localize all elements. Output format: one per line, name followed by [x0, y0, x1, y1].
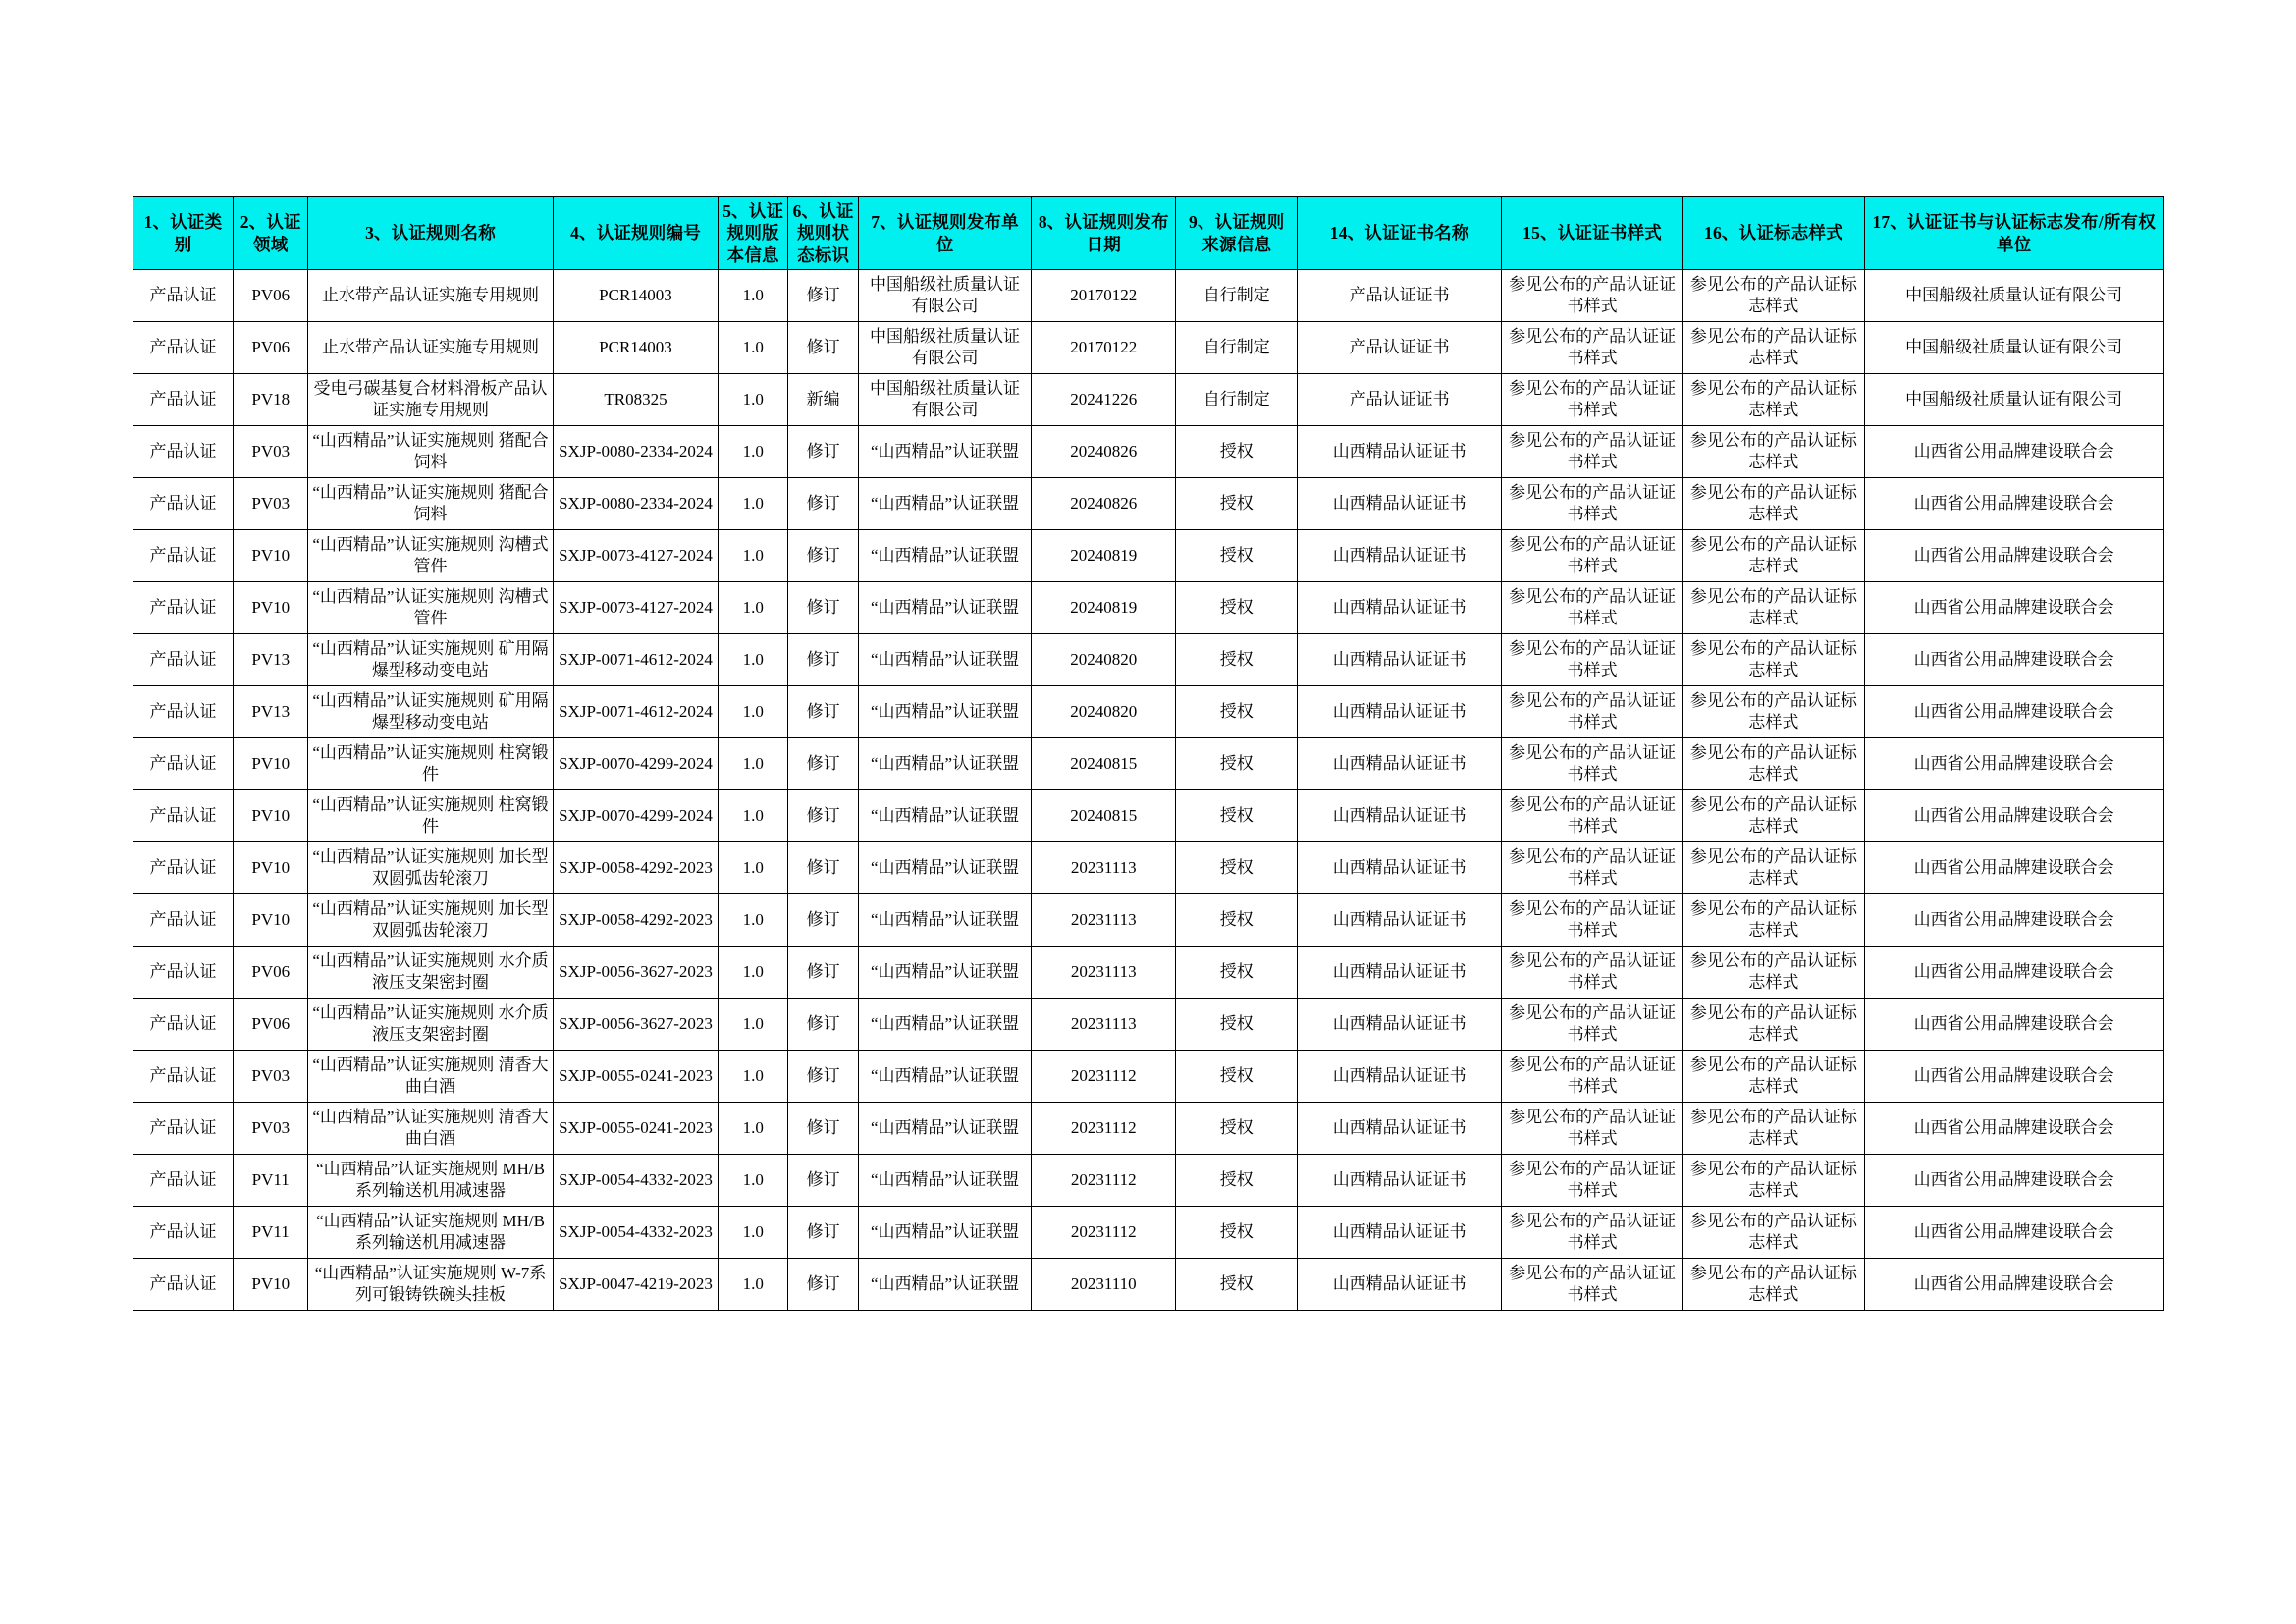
cell-cert-style: 参见公布的产品认证证书样式: [1502, 634, 1683, 686]
table-header-row: [133, 197, 2163, 270]
cell-field: PV10: [234, 842, 308, 894]
cell-version: 1.0: [719, 790, 788, 842]
cell-version: 1.0: [719, 738, 788, 790]
cell-owner: 山西省公用品牌建设联合会: [1864, 686, 2163, 738]
cell-cert-name: 产品认证证书: [1298, 374, 1502, 426]
cell-category: 产品认证: [133, 530, 234, 582]
cell-category: 产品认证: [133, 1207, 234, 1259]
table-body: [133, 270, 2163, 1311]
column-header-version: 5、认证规则版本信息: [719, 197, 788, 270]
cell-status: 修订: [788, 1259, 858, 1311]
cell-mark-style: 参见公布的产品认证标志样式: [1683, 1259, 1865, 1311]
cell-version: 1.0: [719, 947, 788, 999]
table-row: [133, 842, 2163, 894]
cell-mark-style: 参见公布的产品认证标志样式: [1683, 999, 1865, 1051]
cell-issuer: 中国船级社质量认证有限公司: [858, 374, 1031, 426]
cell-cert-style: 参见公布的产品认证证书样式: [1502, 374, 1683, 426]
cell-field: PV10: [234, 790, 308, 842]
table-row: [133, 1051, 2163, 1103]
table-row: [133, 894, 2163, 947]
column-header-rule-name: 3、认证规则名称: [308, 197, 554, 270]
cell-field: PV10: [234, 894, 308, 947]
cell-field: PV10: [234, 1259, 308, 1311]
cell-issue-date: 20231113: [1032, 894, 1176, 947]
cell-mark-style: 参见公布的产品认证标志样式: [1683, 270, 1865, 322]
cell-mark-style: 参见公布的产品认证标志样式: [1683, 1207, 1865, 1259]
cell-rule-name: “山西精品”认证实施规则 水介质液压支架密封圈: [308, 947, 554, 999]
cell-rule-no: SXJP-0080-2334-2024: [553, 478, 718, 530]
cell-status: 修订: [788, 478, 858, 530]
cell-rule-no: SXJP-0070-4299-2024: [553, 738, 718, 790]
cell-mark-style: 参见公布的产品认证标志样式: [1683, 634, 1865, 686]
column-header-source: 9、认证规则来源信息: [1176, 197, 1298, 270]
cell-mark-style: 参见公布的产品认证标志样式: [1683, 894, 1865, 947]
cell-rule-name: 受电弓碳基复合材料滑板产品认证实施专用规则: [308, 374, 554, 426]
cell-issuer: “山西精品”认证联盟: [858, 1259, 1031, 1311]
cell-version: 1.0: [719, 374, 788, 426]
cell-rule-name: “山西精品”认证实施规则 沟槽式管件: [308, 582, 554, 634]
cell-field: PV13: [234, 686, 308, 738]
cell-owner: 山西省公用品牌建设联合会: [1864, 582, 2163, 634]
cell-issue-date: 20240826: [1032, 426, 1176, 478]
cell-mark-style: 参见公布的产品认证标志样式: [1683, 530, 1865, 582]
cell-mark-style: 参见公布的产品认证标志样式: [1683, 790, 1865, 842]
cell-cert-style: 参见公布的产品认证证书样式: [1502, 270, 1683, 322]
cell-version: 1.0: [719, 582, 788, 634]
cell-version: 1.0: [719, 1051, 788, 1103]
cell-cert-name: 山西精品认证证书: [1298, 1103, 1502, 1155]
cell-rule-name: “山西精品”认证实施规则 矿用隔爆型移动变电站: [308, 686, 554, 738]
column-header-mark-style: 16、认证标志样式: [1683, 197, 1865, 270]
cell-issue-date: 20240820: [1032, 634, 1176, 686]
cell-issue-date: 20240815: [1032, 738, 1176, 790]
cell-issue-date: 20240826: [1032, 478, 1176, 530]
cell-source: 授权: [1176, 1051, 1298, 1103]
cell-version: 1.0: [719, 478, 788, 530]
cell-cert-name: 山西精品认证证书: [1298, 686, 1502, 738]
cell-owner: 山西省公用品牌建设联合会: [1864, 738, 2163, 790]
cell-cert-style: 参见公布的产品认证证书样式: [1502, 686, 1683, 738]
cell-rule-name: “山西精品”认证实施规则 清香大曲白酒: [308, 1051, 554, 1103]
cell-rule-no: SXJP-0071-4612-2024: [553, 686, 718, 738]
cell-mark-style: 参见公布的产品认证标志样式: [1683, 947, 1865, 999]
cell-source: 授权: [1176, 530, 1298, 582]
cell-issuer: “山西精品”认证联盟: [858, 894, 1031, 947]
cell-issuer: “山西精品”认证联盟: [858, 478, 1031, 530]
column-header-category: 1、认证类别: [133, 197, 234, 270]
cell-rule-name: “山西精品”认证实施规则 W-7系列可锻铸铁碗头挂板: [308, 1259, 554, 1311]
cell-mark-style: 参见公布的产品认证标志样式: [1683, 322, 1865, 374]
cell-rule-name: 止水带产品认证实施专用规则: [308, 270, 554, 322]
cell-owner: 山西省公用品牌建设联合会: [1864, 478, 2163, 530]
cell-rule-name: “山西精品”认证实施规则 清香大曲白酒: [308, 1103, 554, 1155]
column-header-status: 6、认证规则状态标识: [788, 197, 858, 270]
cell-status: 修订: [788, 1155, 858, 1207]
cell-source: 授权: [1176, 426, 1298, 478]
cell-field: PV11: [234, 1207, 308, 1259]
cell-issuer: “山西精品”认证联盟: [858, 1155, 1031, 1207]
cell-rule-name: “山西精品”认证实施规则 猪配合饲料: [308, 478, 554, 530]
table-row: [133, 1259, 2163, 1311]
table-row: [133, 1103, 2163, 1155]
cell-owner: 山西省公用品牌建设联合会: [1864, 790, 2163, 842]
cell-rule-no: SXJP-0058-4292-2023: [553, 894, 718, 947]
cell-issuer: “山西精品”认证联盟: [858, 426, 1031, 478]
cell-source: 授权: [1176, 842, 1298, 894]
table-header: [133, 197, 2163, 270]
cell-status: 修订: [788, 894, 858, 947]
cell-version: 1.0: [719, 1259, 788, 1311]
cell-status: 新编: [788, 374, 858, 426]
cell-source: 授权: [1176, 686, 1298, 738]
cell-category: 产品认证: [133, 1051, 234, 1103]
cell-mark-style: 参见公布的产品认证标志样式: [1683, 842, 1865, 894]
cell-issue-date: 20231112: [1032, 1051, 1176, 1103]
cell-category: 产品认证: [133, 999, 234, 1051]
cell-status: 修订: [788, 842, 858, 894]
cell-issuer: “山西精品”认证联盟: [858, 999, 1031, 1051]
cell-status: 修订: [788, 530, 858, 582]
table-row: [133, 582, 2163, 634]
cell-field: PV13: [234, 634, 308, 686]
cell-source: 自行制定: [1176, 322, 1298, 374]
cell-issuer: “山西精品”认证联盟: [858, 738, 1031, 790]
cell-issue-date: 20231112: [1032, 1103, 1176, 1155]
cell-rule-no: SXJP-0047-4219-2023: [553, 1259, 718, 1311]
cell-field: PV03: [234, 1103, 308, 1155]
cell-rule-name: 止水带产品认证实施专用规则: [308, 322, 554, 374]
cell-cert-name: 山西精品认证证书: [1298, 1207, 1502, 1259]
cell-cert-name: 山西精品认证证书: [1298, 1155, 1502, 1207]
cell-issue-date: 20240819: [1032, 582, 1176, 634]
cell-category: 产品认证: [133, 426, 234, 478]
cell-status: 修订: [788, 790, 858, 842]
table-row: [133, 790, 2163, 842]
cell-version: 1.0: [719, 999, 788, 1051]
cell-cert-style: 参见公布的产品认证证书样式: [1502, 426, 1683, 478]
cell-rule-no: SXJP-0073-4127-2024: [553, 582, 718, 634]
cell-status: 修订: [788, 582, 858, 634]
cell-issuer: “山西精品”认证联盟: [858, 582, 1031, 634]
table-row: [133, 478, 2163, 530]
table-row: [133, 270, 2163, 322]
cell-issuer: “山西精品”认证联盟: [858, 634, 1031, 686]
table-row: [133, 999, 2163, 1051]
cell-cert-name: 山西精品认证证书: [1298, 999, 1502, 1051]
cell-cert-style: 参见公布的产品认证证书样式: [1502, 1051, 1683, 1103]
cell-category: 产品认证: [133, 582, 234, 634]
cell-issue-date: 20231113: [1032, 947, 1176, 999]
table-row: [133, 322, 2163, 374]
cell-owner: 中国船级社质量认证有限公司: [1864, 374, 2163, 426]
cell-version: 1.0: [719, 270, 788, 322]
cell-mark-style: 参见公布的产品认证标志样式: [1683, 426, 1865, 478]
cell-category: 产品认证: [133, 634, 234, 686]
cell-rule-name: “山西精品”认证实施规则 加长型双圆弧齿轮滚刀: [308, 894, 554, 947]
cell-source: 自行制定: [1176, 374, 1298, 426]
cell-issue-date: 20231113: [1032, 999, 1176, 1051]
table-row: [133, 634, 2163, 686]
cell-mark-style: 参见公布的产品认证标志样式: [1683, 374, 1865, 426]
cell-category: 产品认证: [133, 1259, 234, 1311]
cell-rule-name: “山西精品”认证实施规则 猪配合饲料: [308, 426, 554, 478]
cell-rule-no: SXJP-0056-3627-2023: [553, 947, 718, 999]
cell-field: PV03: [234, 478, 308, 530]
table-row: [133, 426, 2163, 478]
column-header-cert-name: 14、认证证书名称: [1298, 197, 1502, 270]
cell-cert-style: 参见公布的产品认证证书样式: [1502, 478, 1683, 530]
cell-rule-name: “山西精品”认证实施规则 MH/B系列输送机用减速器: [308, 1155, 554, 1207]
table-row: [133, 1207, 2163, 1259]
table-row: [133, 374, 2163, 426]
cell-rule-no: SXJP-0071-4612-2024: [553, 634, 718, 686]
cell-source: 授权: [1176, 478, 1298, 530]
table-row: [133, 686, 2163, 738]
cell-issuer: 中国船级社质量认证有限公司: [858, 322, 1031, 374]
cell-version: 1.0: [719, 1155, 788, 1207]
cell-category: 产品认证: [133, 686, 234, 738]
cell-category: 产品认证: [133, 1155, 234, 1207]
cell-source: 授权: [1176, 634, 1298, 686]
cell-cert-name: 山西精品认证证书: [1298, 530, 1502, 582]
cell-rule-no: TR08325: [553, 374, 718, 426]
cell-version: 1.0: [719, 634, 788, 686]
cell-cert-name: 山西精品认证证书: [1298, 894, 1502, 947]
cell-cert-style: 参见公布的产品认证证书样式: [1502, 1155, 1683, 1207]
cell-rule-name: “山西精品”认证实施规则 柱窝锻件: [308, 790, 554, 842]
table-row: [133, 1155, 2163, 1207]
cell-category: 产品认证: [133, 894, 234, 947]
cell-issuer: “山西精品”认证联盟: [858, 947, 1031, 999]
cell-status: 修订: [788, 738, 858, 790]
cell-owner: 山西省公用品牌建设联合会: [1864, 842, 2163, 894]
cell-owner: 中国船级社质量认证有限公司: [1864, 270, 2163, 322]
certification-rules-table: [133, 196, 2164, 1311]
cell-status: 修订: [788, 999, 858, 1051]
cell-owner: 中国船级社质量认证有限公司: [1864, 322, 2163, 374]
table-row: [133, 738, 2163, 790]
cell-cert-style: 参见公布的产品认证证书样式: [1502, 1103, 1683, 1155]
column-header-issuer: 7、认证规则发布单位: [858, 197, 1031, 270]
cell-rule-no: SXJP-0073-4127-2024: [553, 530, 718, 582]
cell-owner: 山西省公用品牌建设联合会: [1864, 1259, 2163, 1311]
column-header-cert-style: 15、认证证书样式: [1502, 197, 1683, 270]
cell-status: 修订: [788, 270, 858, 322]
cell-category: 产品认证: [133, 947, 234, 999]
cell-rule-no: SXJP-0055-0241-2023: [553, 1103, 718, 1155]
cell-field: PV06: [234, 999, 308, 1051]
cell-field: PV10: [234, 530, 308, 582]
cell-cert-name: 山西精品认证证书: [1298, 1259, 1502, 1311]
cell-source: 授权: [1176, 582, 1298, 634]
cell-status: 修订: [788, 634, 858, 686]
cell-owner: 山西省公用品牌建设联合会: [1864, 999, 2163, 1051]
cell-category: 产品认证: [133, 790, 234, 842]
cell-source: 授权: [1176, 1259, 1298, 1311]
cell-category: 产品认证: [133, 738, 234, 790]
certification-rules-table-wrapper: [133, 196, 2164, 1311]
cell-mark-style: 参见公布的产品认证标志样式: [1683, 478, 1865, 530]
cell-status: 修订: [788, 426, 858, 478]
cell-cert-name: 产品认证证书: [1298, 322, 1502, 374]
cell-issuer: 中国船级社质量认证有限公司: [858, 270, 1031, 322]
cell-cert-name: 山西精品认证证书: [1298, 426, 1502, 478]
cell-source: 授权: [1176, 999, 1298, 1051]
cell-rule-name: “山西精品”认证实施规则 加长型双圆弧齿轮滚刀: [308, 842, 554, 894]
cell-field: PV10: [234, 738, 308, 790]
cell-field: PV18: [234, 374, 308, 426]
cell-owner: 山西省公用品牌建设联合会: [1864, 426, 2163, 478]
cell-issue-date: 20170122: [1032, 270, 1176, 322]
cell-source: 授权: [1176, 894, 1298, 947]
cell-owner: 山西省公用品牌建设联合会: [1864, 1103, 2163, 1155]
cell-category: 产品认证: [133, 374, 234, 426]
cell-mark-style: 参见公布的产品认证标志样式: [1683, 686, 1865, 738]
column-header-rule-no: 4、认证规则编号: [553, 197, 718, 270]
cell-issuer: “山西精品”认证联盟: [858, 842, 1031, 894]
cell-field: PV06: [234, 270, 308, 322]
cell-rule-no: PCR14003: [553, 270, 718, 322]
cell-field: PV06: [234, 322, 308, 374]
cell-cert-style: 参见公布的产品认证证书样式: [1502, 1207, 1683, 1259]
cell-cert-name: 山西精品认证证书: [1298, 947, 1502, 999]
cell-cert-name: 山西精品认证证书: [1298, 790, 1502, 842]
cell-issue-date: 20231112: [1032, 1207, 1176, 1259]
cell-issue-date: 20241226: [1032, 374, 1176, 426]
cell-cert-style: 参见公布的产品认证证书样式: [1502, 322, 1683, 374]
cell-category: 产品认证: [133, 1103, 234, 1155]
cell-issuer: “山西精品”认证联盟: [858, 1051, 1031, 1103]
cell-rule-name: “山西精品”认证实施规则 水介质液压支架密封圈: [308, 999, 554, 1051]
cell-version: 1.0: [719, 894, 788, 947]
cell-category: 产品认证: [133, 842, 234, 894]
cell-cert-name: 山西精品认证证书: [1298, 1051, 1502, 1103]
cell-issuer: “山西精品”认证联盟: [858, 1103, 1031, 1155]
cell-rule-name: “山西精品”认证实施规则 MH/B系列输送机用减速器: [308, 1207, 554, 1259]
cell-issuer: “山西精品”认证联盟: [858, 1207, 1031, 1259]
cell-mark-style: 参见公布的产品认证标志样式: [1683, 1155, 1865, 1207]
cell-field: PV03: [234, 426, 308, 478]
cell-mark-style: 参见公布的产品认证标志样式: [1683, 582, 1865, 634]
cell-issue-date: 20231110: [1032, 1259, 1176, 1311]
cell-cert-name: 山西精品认证证书: [1298, 738, 1502, 790]
cell-source: 授权: [1176, 1207, 1298, 1259]
cell-rule-no: SXJP-0080-2334-2024: [553, 426, 718, 478]
cell-rule-name: “山西精品”认证实施规则 矿用隔爆型移动变电站: [308, 634, 554, 686]
cell-owner: 山西省公用品牌建设联合会: [1864, 530, 2163, 582]
cell-category: 产品认证: [133, 478, 234, 530]
cell-field: PV10: [234, 582, 308, 634]
cell-owner: 山西省公用品牌建设联合会: [1864, 1155, 2163, 1207]
cell-version: 1.0: [719, 842, 788, 894]
cell-cert-style: 参见公布的产品认证证书样式: [1502, 790, 1683, 842]
cell-rule-no: SXJP-0055-0241-2023: [553, 1051, 718, 1103]
cell-owner: 山西省公用品牌建设联合会: [1864, 634, 2163, 686]
cell-source: 授权: [1176, 1155, 1298, 1207]
cell-rule-no: SXJP-0058-4292-2023: [553, 842, 718, 894]
cell-owner: 山西省公用品牌建设联合会: [1864, 894, 2163, 947]
cell-owner: 山西省公用品牌建设联合会: [1864, 1207, 2163, 1259]
cell-version: 1.0: [719, 426, 788, 478]
cell-cert-name: 产品认证证书: [1298, 270, 1502, 322]
cell-owner: 山西省公用品牌建设联合会: [1864, 947, 2163, 999]
column-header-field: 2、认证领域: [234, 197, 308, 270]
cell-rule-no: SXJP-0054-4332-2023: [553, 1207, 718, 1259]
cell-mark-style: 参见公布的产品认证标志样式: [1683, 1103, 1865, 1155]
table-row: [133, 530, 2163, 582]
cell-issuer: “山西精品”认证联盟: [858, 790, 1031, 842]
cell-cert-name: 山西精品认证证书: [1298, 478, 1502, 530]
cell-cert-name: 山西精品认证证书: [1298, 842, 1502, 894]
cell-cert-style: 参见公布的产品认证证书样式: [1502, 738, 1683, 790]
cell-status: 修订: [788, 947, 858, 999]
cell-status: 修订: [788, 1051, 858, 1103]
cell-field: PV06: [234, 947, 308, 999]
cell-version: 1.0: [719, 322, 788, 374]
cell-version: 1.0: [719, 686, 788, 738]
cell-cert-style: 参见公布的产品认证证书样式: [1502, 842, 1683, 894]
cell-source: 授权: [1176, 1103, 1298, 1155]
cell-rule-no: PCR14003: [553, 322, 718, 374]
cell-cert-name: 山西精品认证证书: [1298, 634, 1502, 686]
cell-source: 授权: [1176, 738, 1298, 790]
cell-version: 1.0: [719, 1103, 788, 1155]
column-header-owner: 17、认证证书与认证标志发布/所有权单位: [1864, 197, 2163, 270]
cell-mark-style: 参见公布的产品认证标志样式: [1683, 738, 1865, 790]
cell-issue-date: 20240819: [1032, 530, 1176, 582]
cell-rule-no: SXJP-0070-4299-2024: [553, 790, 718, 842]
cell-cert-style: 参见公布的产品认证证书样式: [1502, 894, 1683, 947]
cell-category: 产品认证: [133, 270, 234, 322]
cell-issue-date: 20231112: [1032, 1155, 1176, 1207]
cell-status: 修订: [788, 1103, 858, 1155]
cell-version: 1.0: [719, 1207, 788, 1259]
cell-cert-style: 参见公布的产品认证证书样式: [1502, 582, 1683, 634]
cell-rule-name: “山西精品”认证实施规则 沟槽式管件: [308, 530, 554, 582]
cell-rule-name: “山西精品”认证实施规则 柱窝锻件: [308, 738, 554, 790]
table-row: [133, 947, 2163, 999]
cell-version: 1.0: [719, 530, 788, 582]
cell-cert-style: 参见公布的产品认证证书样式: [1502, 999, 1683, 1051]
cell-cert-style: 参见公布的产品认证证书样式: [1502, 947, 1683, 999]
cell-category: 产品认证: [133, 322, 234, 374]
cell-status: 修订: [788, 1207, 858, 1259]
cell-cert-style: 参见公布的产品认证证书样式: [1502, 1259, 1683, 1311]
cell-issuer: “山西精品”认证联盟: [858, 530, 1031, 582]
cell-issue-date: 20240815: [1032, 790, 1176, 842]
cell-rule-no: SXJP-0054-4332-2023: [553, 1155, 718, 1207]
cell-mark-style: 参见公布的产品认证标志样式: [1683, 1051, 1865, 1103]
cell-status: 修订: [788, 322, 858, 374]
cell-issue-date: 20170122: [1032, 322, 1176, 374]
cell-owner: 山西省公用品牌建设联合会: [1864, 1051, 2163, 1103]
cell-rule-no: SXJP-0056-3627-2023: [553, 999, 718, 1051]
cell-issue-date: 20231113: [1032, 842, 1176, 894]
cell-cert-style: 参见公布的产品认证证书样式: [1502, 530, 1683, 582]
cell-source: 自行制定: [1176, 270, 1298, 322]
cell-issuer: “山西精品”认证联盟: [858, 686, 1031, 738]
cell-source: 授权: [1176, 947, 1298, 999]
cell-field: PV03: [234, 1051, 308, 1103]
cell-cert-name: 山西精品认证证书: [1298, 582, 1502, 634]
cell-field: PV11: [234, 1155, 308, 1207]
cell-issue-date: 20240820: [1032, 686, 1176, 738]
cell-status: 修订: [788, 686, 858, 738]
cell-source: 授权: [1176, 790, 1298, 842]
column-header-issue-date: 8、认证规则发布日期: [1032, 197, 1176, 270]
